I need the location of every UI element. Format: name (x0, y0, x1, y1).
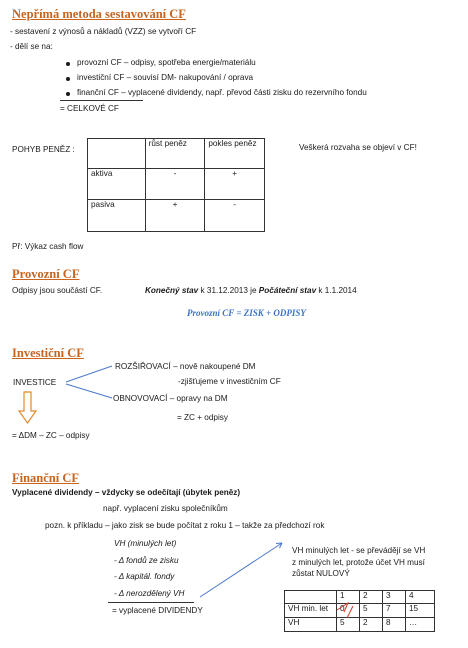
branch-rozsirovaci: ROZŠIŘOVACÍ – nově nakoupené DM (115, 362, 256, 371)
table-cell: 3 (383, 591, 406, 604)
financni-heading: Finanční CF (12, 471, 80, 485)
table-cell: + (145, 200, 205, 232)
table-cell: 8 (383, 618, 406, 632)
financni-lead: Vyplacené dividendy – vždycky se odečítají (úbytek peněz) (12, 488, 241, 497)
calc-line: - Δ kapitál. fondy (114, 572, 175, 581)
provozni-line-b: Konečný stav k 31.12.2013 je Počáteční stav k 1.1.2014 (145, 286, 357, 295)
branch-connector-upper (66, 366, 112, 382)
investicni-result: = ΔDM – ZC – odpisy (12, 431, 90, 440)
calc-line: VH (minulých let) (114, 539, 177, 548)
financni-note: pozn. k příkladu – jako zisk se bude počítat z roku 1 – takže za předchozí rok (45, 521, 325, 530)
branch-obnovovaci: OBNOVOVACÍ – opravy na DM (113, 394, 228, 403)
side-note: VH minulých let - se převádějí se VH z minulých let, protože účet VH musí zůstat NULOVÝ (292, 546, 426, 578)
table-cell: 2 (360, 591, 383, 604)
table-cell: 4 (406, 591, 435, 604)
table-cell: … (406, 618, 435, 632)
table-cell: aktiva (88, 169, 146, 200)
table-cell: 0 (337, 604, 360, 618)
down-arrow-icon (19, 392, 36, 423)
table-cell: 5 (337, 618, 360, 632)
branch-obnovovaci-note: = ZC + odpisy (177, 413, 228, 422)
intro-line-2: - dělí se na: (10, 42, 53, 51)
provozni-line-a: Odpisy jsou součástí CF. (12, 286, 103, 295)
intro-total: = CELKOVÉ CF (60, 104, 119, 113)
page-title: Nepřímá metoda sestavování CF (12, 7, 186, 21)
table-cell: 15 (406, 604, 435, 618)
pointer-line (200, 543, 282, 597)
table-cell: - (145, 169, 205, 200)
table-cell: + (205, 169, 265, 200)
list-item: investiční CF – souvisí DM- nakupování / oprava (77, 73, 254, 82)
branch-rozsirovaci-note: -zjišťujeme v investičním CF (178, 377, 281, 386)
table-cell: 2 (360, 618, 383, 632)
financni-example: např. vyplacení zisku společníkům (103, 504, 228, 513)
provozni-heading: Provozní CF (12, 267, 80, 281)
table-header-pokles: pokles peněz (205, 139, 265, 169)
list-item: finanční CF – vyplacené dividendy, např. převod části zisku do rezervního fondu (77, 88, 367, 97)
table-header-rust: růst peněz (145, 139, 205, 169)
table-cell: 7 (383, 604, 406, 618)
provozni-formula: Provozní CF = ZISK + ODPISY (187, 308, 306, 318)
table-cell: VH min. let (285, 604, 337, 618)
red-arrow-icon (337, 603, 348, 612)
table-cell: VH (285, 618, 337, 632)
calc-line: - Δ fondů ze zisku (114, 556, 179, 565)
red-stroke (347, 606, 353, 618)
calc-line: - Δ nerozdělený VH (114, 589, 185, 598)
investice-root: INVESTICE (13, 378, 57, 387)
table-cell: 1 (337, 591, 360, 604)
financni-result: = vyplacené DIVIDENDY (112, 606, 203, 615)
pohyb-label: POHYB PENĚZ : (12, 145, 75, 154)
investicni-heading: Investiční CF (12, 346, 84, 360)
table-cell: pasiva (88, 200, 146, 232)
branch-connector-lower (66, 384, 112, 398)
pohyb-note: Veškerá rozvaha se objeví v CF! (299, 143, 417, 152)
intro-line-1: - sestavení z výnosů a nákladů (VZZ) se vytvoří CF (10, 27, 197, 36)
table-cell: - (205, 200, 265, 232)
table-cell: 5 (360, 604, 383, 618)
list-item: provozní CF – odpisy, spotřeba energie/materiálu (77, 58, 256, 67)
pohyb-example: Př: Výkaz cash flow (12, 242, 84, 251)
